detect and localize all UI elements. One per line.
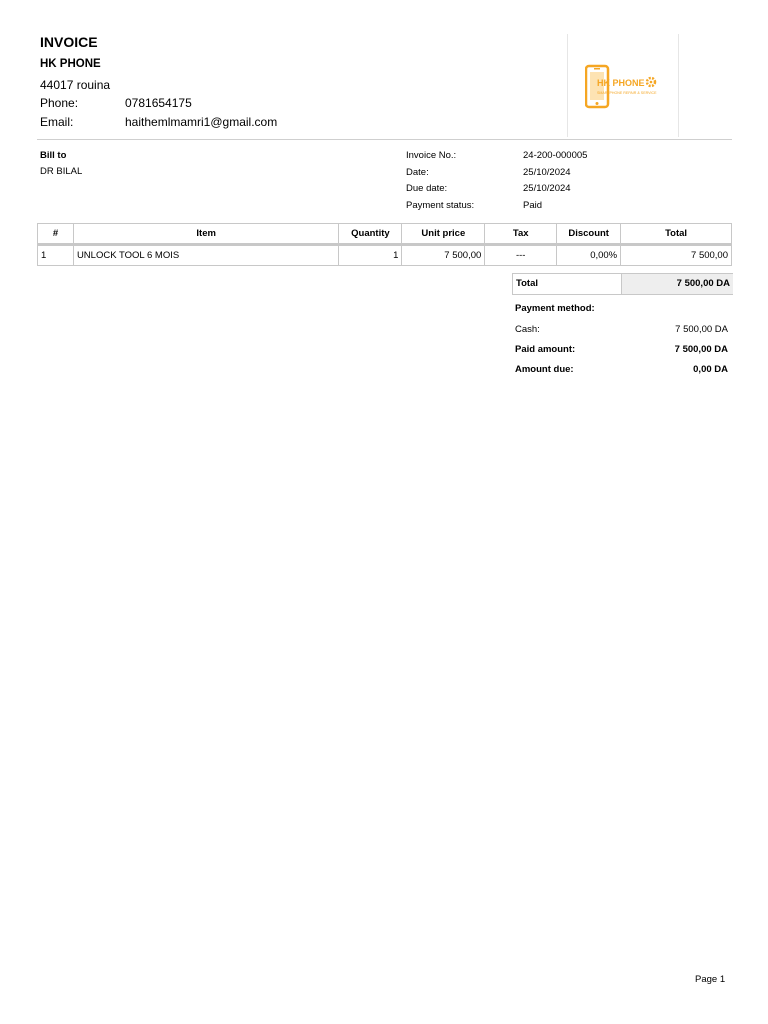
total-label: Total [516, 278, 538, 289]
amount-due-value: 0,00 DA [693, 364, 728, 375]
column-header: Tax [485, 224, 557, 245]
table-cell: 1 [38, 245, 74, 266]
meta-label: Due date: [406, 183, 448, 195]
table-cell: 1 [339, 245, 402, 266]
header-divider [37, 139, 732, 140]
meta-row-due-date [406, 183, 726, 200]
payment-method-label: Payment method: [515, 303, 595, 314]
email-value: haithemlmamri1@gmail.com [125, 115, 278, 129]
column-header: Unit price [402, 224, 485, 245]
meta-value: Paid [523, 199, 543, 211]
total-box [512, 273, 733, 295]
table-header-row [38, 224, 732, 245]
meta-label: Date: [406, 166, 429, 178]
page-number: Page 1 [695, 974, 726, 985]
company-address: 44017 rouina [40, 78, 111, 92]
logo-tagline-text: SMARTPHONE REPAIR & SERVICE [597, 91, 657, 95]
smartphone-gear-logo-icon [585, 64, 661, 110]
logo-brand-text: HK PHONE [597, 78, 645, 88]
bill-to-block [40, 150, 82, 177]
column-header: Quantity [339, 224, 402, 245]
paid-amount-label: Paid amount: [515, 344, 576, 355]
meta-row-date [406, 167, 726, 184]
email-label: Email: [40, 115, 74, 129]
company-logo [567, 34, 679, 137]
column-header: Total [621, 224, 732, 245]
company-name: HK PHONE [40, 58, 101, 70]
total-value: 7 500,00 DA [621, 274, 733, 294]
cash-label: Cash: [515, 324, 540, 335]
phone-value: 0781654175 [125, 96, 192, 110]
table-cell: --- [485, 245, 557, 266]
table-cell: 7 500,00 [621, 245, 732, 266]
cash-value: 7 500,00 DA [675, 324, 728, 335]
meta-label: Payment status: [406, 199, 475, 211]
meta-row-payment-status [406, 200, 726, 217]
meta-value: 25/10/2024 [523, 166, 571, 178]
table-cell: 0,00% [557, 245, 621, 266]
bill-to-heading: Bill to [40, 150, 67, 161]
table-cell: UNLOCK TOOL 6 MOIS [73, 245, 339, 266]
invoice-meta [406, 150, 726, 216]
column-header: # [38, 224, 74, 245]
amount-due-label: Amount due: [515, 364, 574, 375]
invoice-title: INVOICE [40, 34, 98, 50]
meta-value: 24-200-000005 [523, 150, 588, 161]
paid-amount-value: 7 500,00 DA [674, 344, 728, 355]
phone-label: Phone: [40, 96, 79, 110]
items-table [37, 223, 732, 266]
table-cell: 7 500,00 [402, 245, 485, 266]
meta-row-invoice-no [406, 150, 726, 167]
bill-to-name: DR BILAL [40, 166, 83, 177]
column-header: Discount [557, 224, 621, 245]
meta-label: Invoice No.: [406, 150, 457, 161]
table-row [38, 245, 732, 266]
meta-value: 25/10/2024 [523, 183, 571, 195]
column-header: Item [73, 224, 339, 245]
